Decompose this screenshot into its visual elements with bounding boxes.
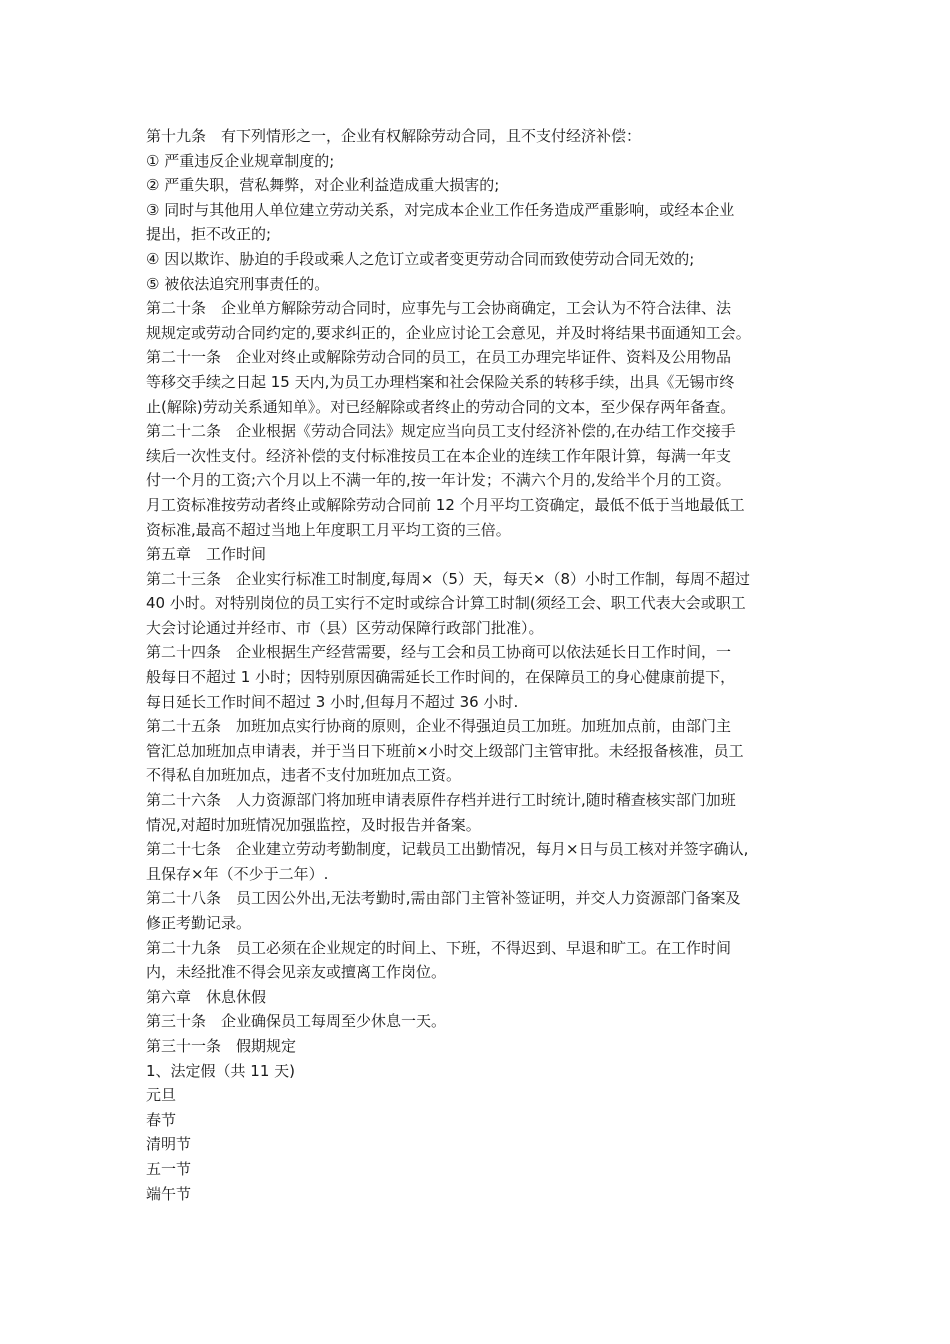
holiday-item: 元旦 <box>146 1086 177 1105</box>
article-24-continued: 每日延长工作时间不超过 3 小时,但每月不超过 36 小时. <box>146 692 519 711</box>
article-30: 第三十条 企业确保员工每周至少休息一天。 <box>146 1012 447 1031</box>
article-29-continued: 内，未经批准不得会见亲友或擅离工作岗位。 <box>146 963 447 982</box>
article-24: 第二十四条 企业根据生产经营需要，经与工会和员工协商可以依法延长日工作时间，一 <box>146 643 732 662</box>
article-20-continued: 规规定或劳动合同约定的,要求纠正的，企业应讨论工会意见，并及时将结果书面通知工会。 <box>146 323 751 342</box>
chapter-6-heading: 第六章 休息休假 <box>146 987 267 1006</box>
article-25-continued: 管汇总加班加点申请表，并于当日下班前×小时交上级部门主管审批。未经报备核准，员工 <box>146 741 744 760</box>
article-27-continued: 且保存×年（不少于二年）. <box>146 864 329 883</box>
list-item: ③ 同时与其他用人单位建立劳动关系，对完成本企业工作任务造成严重影响，或经本企业 <box>146 200 735 219</box>
holiday-item: 春节 <box>146 1110 177 1129</box>
list-item: ① 严重违反企业规章制度的; <box>146 151 335 170</box>
list-item: ④ 因以欺诈、胁迫的手段或乘人之危订立或者变更劳动合同而致使劳动合同无效的; <box>146 249 695 268</box>
article-23-continued: 大会讨论通过并经市、市（县）区劳动保障行政部门批准）。 <box>146 618 544 637</box>
article-21: 第二十一条 企业对终止或解除劳动合同的员工，在员工办理完毕证件、资料及公用物品 <box>146 348 732 367</box>
list-item: ⑤ 被依法追究刑事责任的。 <box>146 274 330 293</box>
holiday-item: 清明节 <box>146 1135 192 1154</box>
article-22-continued: 付一个月的工资;六个月以上不满一年的,按一年计发；不满六个月的,发给半个月的工资。 <box>146 471 731 490</box>
article-23-continued: 40 小时。对特别岗位的员工实行不定时或综合计算工时制(须经工会、职工代表大会或职工 <box>146 594 746 613</box>
article-19-heading: 第十九条 有下列情形之一，企业有权解除劳动合同，且不支付经济补偿： <box>146 127 642 145</box>
article-26: 第二十六条 人力资源部门将加班申请表原件存档并进行工时统计,随时稽查核实部门加班 <box>146 791 736 810</box>
article-22-continued: 续后一次性支付。经济补偿的支付标准按员工在本企业的连续工作年限计算，每满一年支 <box>146 446 732 465</box>
article-25-continued: 不得私自加班加点，违者不支付加班加点工资。 <box>146 766 462 785</box>
article-21-continued: 等移交手续之日起 15 天内,为员工办理档案和社会保险关系的转移手续，出具《无锡市终 <box>146 372 735 391</box>
article-22-continued: 月工资标准按劳动者终止或解除劳动合同前 12 个月平均工资确定，最低不低于当地最低工 <box>146 495 745 514</box>
holiday-item: 端午节 <box>146 1184 192 1203</box>
article-21-continued: 止(解除)劳动关系通知单》。对已经解除或者终止的劳动合同的文本，至少保存两年备查。 <box>146 397 736 416</box>
document-page <box>146 124 814 1206</box>
article-22: 第二十二条 企业根据《劳动合同法》规定应当向员工支付经济补偿的,在办结工作交接手 <box>146 422 736 441</box>
holiday-item: 五一节 <box>146 1159 192 1178</box>
article-28-continued: 修正考勤记录。 <box>146 914 252 932</box>
article-22-continued: 资标准,最高不超过当地上年度职工月平均工资的三倍。 <box>146 520 511 539</box>
chapter-5-heading: 第五章 工作时间 <box>146 545 267 564</box>
article-29: 第二十九条 员工必须在企业规定的时间上、下班，不得迟到、早退和旷工。在工作时间 <box>146 938 732 957</box>
list-item: ② 严重失职，营私舞弊，对企业利益造成重大损害的; <box>146 176 500 195</box>
article-27: 第二十七条 企业建立劳动考勤制度，记载员工出勤情况，每月×日与员工核对并签字确认, <box>146 840 749 859</box>
statutory-holidays-heading: 1、法定假（共 11 天) <box>146 1061 296 1080</box>
article-25: 第二十五条 加班加点实行协商的原则，企业不得强迫员工加班。加班加点前，由部门主 <box>146 717 732 736</box>
article-28: 第二十八条 员工因公外出,无法考勤时,需由部门主管补签证明，并交人力资源部门备案及 <box>146 889 741 908</box>
list-item-continued: 提出，拒不改正的; <box>146 225 272 244</box>
article-26-continued: 情况,对超时加班情况加强监控，及时报告并备案。 <box>146 815 481 834</box>
article-31: 第三十一条 假期规定 <box>146 1036 297 1055</box>
article-20: 第二十条 企业单方解除劳动合同时，应事先与工会协商确定，工会认为不符合法律、法 <box>146 299 732 318</box>
article-24-continued: 般每日不超过 1 小时；因特别原因确需延长工作时间的，在保障员工的身心健康前提下， <box>146 668 736 687</box>
article-23: 第二十三条 企业实行标准工时制度,每周×（5）天，每天×（8）小时工作制，每周不超过 <box>146 569 750 588</box>
